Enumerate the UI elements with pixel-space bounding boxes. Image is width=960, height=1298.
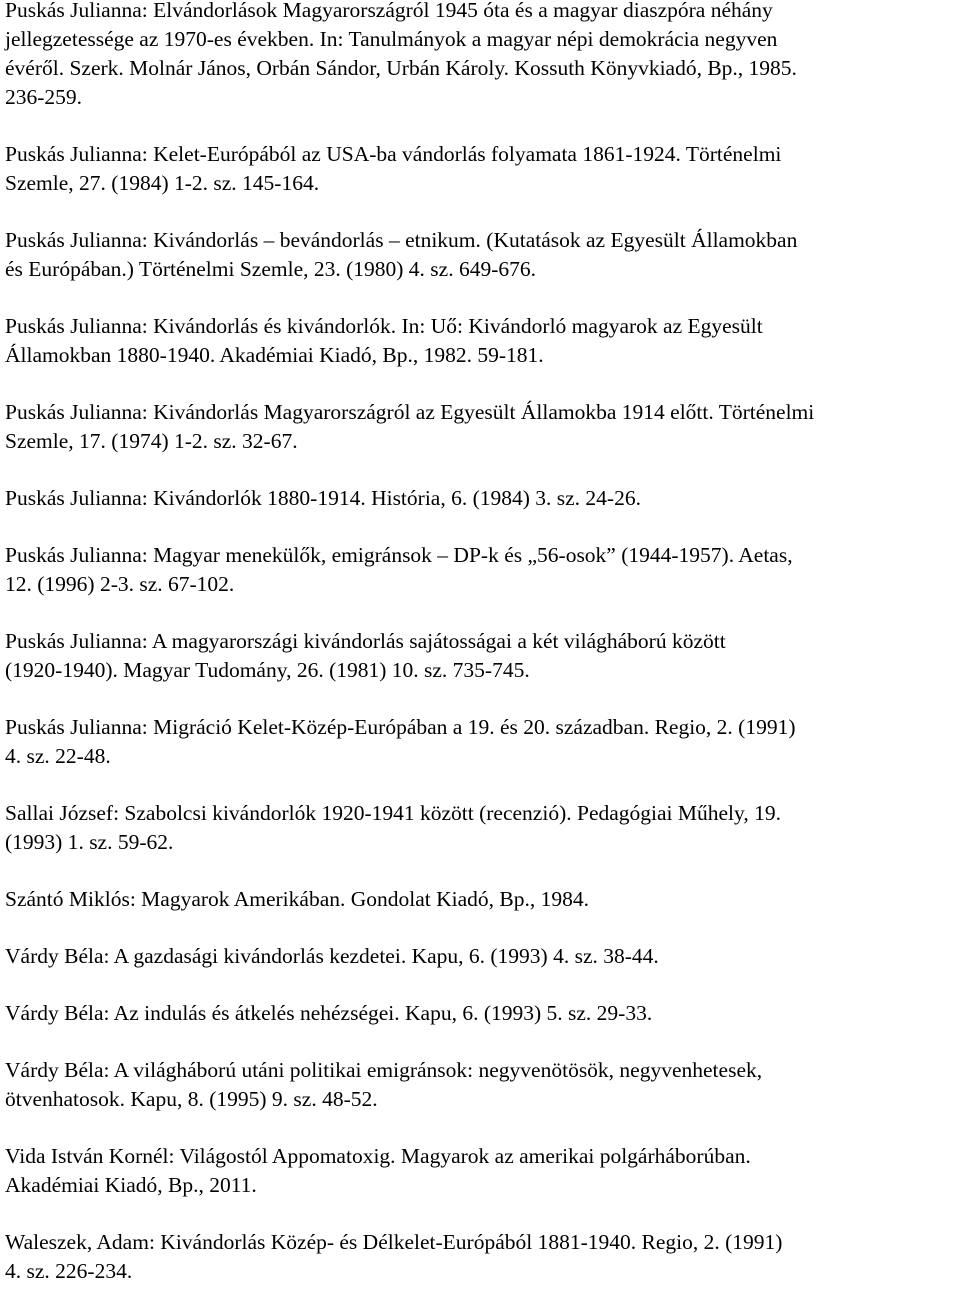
bibliography-entry: Várdy Béla: Az indulás és átkelés nehézségei. Kapu, 6. (1993) 5. sz. 29-33. — [5, 1001, 653, 1025]
bibliography-entry: Puskás Julianna: Elvándorlások Magyarországról 1945 óta és a magyar diaszpóra néhány jellegzetessége az 1970-es években. In: Tanulmányok a magyar népi demokrácia negyven évéről. Szerk. Molnár János, Orbán Sándor, Urbán Károly. Kossuth Könyvkiadó, Bp., 1985. 236-259. — [5, 0, 797, 109]
bibliography-entry: Puskás Julianna: Kelet-Európából az USA-ba vándorlás folyamata 1861-1924. Történelmi Szemle, 27. (1984) 1-2. sz. 145-164. — [5, 142, 782, 195]
bibliography-entry: Puskás Julianna: Kivándorlás és kivándorlók. In: Uő: Kivándorló magyarok az Egyesült Államokban 1880-1940. Akadémiai Kiadó, Bp., 1982. 59-181. — [5, 314, 763, 367]
bibliography-entry: Puskás Julianna: Migráció Kelet-Közép-Európában a 19. és 20. században. Regio, 2. (1991) 4. sz. 22-48. — [5, 715, 796, 768]
bibliography-entry: Puskás Julianna: A magyarországi kivándorlás sajátosságai a két világháború között (1920-1940). Magyar Tudomány, 26. (1981) 10. sz. 735-745. — [5, 629, 726, 682]
bibliography-entry: Puskás Julianna: Kivándorlás – bevándorlás – etnikum. (Kutatások az Egyesült Államokban és Európában.) Történelmi Szemle, 23. (1980) 4. sz. 649-676. — [5, 228, 798, 281]
bibliography-entry: Puskás Julianna: Kivándorlók 1880-1914. História, 6. (1984) 3. sz. 24-26. — [5, 486, 641, 510]
bibliography-entry: Vida István Kornél: Világostól Appomatoxig. Magyarok az amerikai polgárháborúban. Akadémiai Kiadó, Bp., 2011. — [5, 1144, 751, 1197]
bibliography-entry: Szántó Miklós: Magyarok Amerikában. Gondolat Kiadó, Bp., 1984. — [5, 887, 590, 911]
bibliography-entry: Puskás Julianna: Magyar menekülők, emigránsok – DP-k és „56-osok” (1944-1957). Aetas, 12. (1996) 2-3. sz. 67-102. — [5, 543, 793, 596]
bibliography-entry: Sallai József: Szabolcsi kivándorlók 1920-1941 között (recenzió). Pedagógiai Műhely, 19. (1993) 1. sz. 59-62. — [5, 801, 782, 854]
bibliography-entry: Puskás Julianna: Kivándorlás Magyarországról az Egyesült Államokba 1914 előtt. Történelmi Szemle, 17. (1974) 1-2. sz. 32-67. — [5, 400, 815, 453]
bibliography-entry: Várdy Béla: A világháború utáni politikai emigránsok: negyvenötösök, negyvenhetesek, ötvenhatosok. Kapu, 8. (1995) 9. sz. 48-52. — [5, 1058, 763, 1111]
bibliography-entry: Waleszek, Adam: Kivándorlás Közép- és Délkelet-Európából 1881-1940. Regio, 2. (1991) 4. sz. 226-234. — [5, 1230, 783, 1283]
bibliography-entry: Várdy Béla: A gazdasági kivándorlás kezdetei. Kapu, 6. (1993) 4. sz. 38-44. — [5, 944, 659, 968]
